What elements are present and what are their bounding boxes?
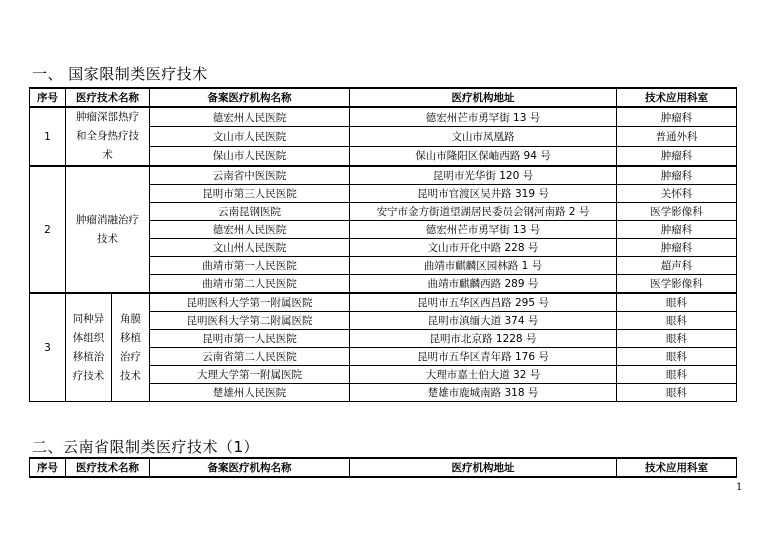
table-header-row — [30, 458, 737, 477]
org-address: 昆明市五华区西昌路 295 号 — [350, 293, 617, 312]
org-address: 大理市嘉士伯大道 32 号 — [350, 366, 617, 384]
header-org-name: 备案医疗机构名称 — [150, 88, 350, 107]
page-number: 1 — [736, 482, 743, 493]
org-address: 昆明市光华街 120 号 — [350, 166, 617, 185]
department: 眼科 — [617, 384, 737, 402]
org-address: 文山市开化中路 228 号 — [350, 239, 617, 257]
tech-name-line: 治疗 — [120, 350, 141, 363]
org-name: 大理大学第一附属医院 — [150, 366, 350, 384]
department: 肿瘤科 — [617, 239, 737, 257]
department: 肿瘤科 — [617, 166, 737, 185]
org-name: 曲靖市第二人民医院 — [150, 275, 350, 294]
department: 眼科 — [617, 312, 737, 330]
org-name: 楚雄州人民医院 — [150, 384, 350, 402]
header-no: 序号 — [30, 458, 66, 477]
department: 眼科 — [617, 348, 737, 366]
org-name: 保山市人民医院 — [150, 146, 350, 166]
department: 普通外科 — [617, 127, 737, 146]
org-name: 昆明医科大学第二附属医院 — [150, 312, 350, 330]
tech-name-category — [66, 293, 112, 402]
org-name: 文山州人民医院 — [150, 239, 350, 257]
header-org-address: 医疗机构地址 — [350, 458, 617, 477]
group-number: 1 — [30, 107, 66, 166]
org-address: 德宏州芒市勇罕街 13 号 — [350, 107, 617, 127]
tech-name-line: 角膜 — [120, 312, 141, 325]
department: 医学影像科 — [617, 275, 737, 294]
tech-name-line: 技术 — [97, 232, 118, 245]
section-2-title: 二、云南省限制类医疗技术（1） — [32, 438, 260, 456]
tech-name-line: 疗技术 — [72, 369, 105, 382]
org-name: 曲靖市第一人民医院 — [150, 257, 350, 275]
tech-name-line: 和全身热疗技 — [76, 130, 139, 142]
department: 眼科 — [617, 293, 737, 312]
org-name: 文山市人民医院 — [150, 127, 350, 146]
department: 眼科 — [617, 366, 737, 384]
tech-name-line: 移植治 — [72, 350, 105, 363]
org-address: 昆明市北京路 1228 号 — [350, 330, 617, 348]
tech-name-subcategory — [112, 293, 150, 402]
org-name: 昆明市第三人民医院 — [150, 185, 350, 203]
table-row — [30, 293, 737, 312]
org-address: 楚雄市鹿城南路 318 号 — [350, 384, 617, 402]
org-name: 云南省中医医院 — [150, 166, 350, 185]
section-1-title: 一、 国家限制类医疗技术 — [32, 65, 208, 83]
tech-name-line: 同种异 — [72, 312, 105, 325]
tech-name — [66, 166, 150, 293]
org-name: 昆明医科大学第一附属医院 — [150, 293, 350, 312]
department: 肿瘤科 — [617, 221, 737, 239]
org-address: 文山市凤凰路 — [350, 127, 617, 146]
group-number: 2 — [30, 166, 66, 293]
table-yunnan-restricted-tech — [29, 457, 737, 478]
header-org-name: 备案医疗机构名称 — [150, 458, 350, 477]
table-header-row — [30, 88, 737, 107]
department: 肿瘤科 — [617, 146, 737, 166]
header-tech-name: 医疗技术名称 — [66, 88, 150, 107]
org-name: 德宏州人民医院 — [150, 107, 350, 127]
org-address: 安宁市金方街道望湖居民委员会钢河南路 2 号 — [350, 203, 617, 221]
org-address: 德宏州芒市勇罕街 13 号 — [350, 221, 617, 239]
org-address: 曲靖市麒麟区园林路 1 号 — [350, 257, 617, 275]
header-org-address: 医疗机构地址 — [350, 88, 617, 107]
org-name: 昆明市第一人民医院 — [150, 330, 350, 348]
org-name: 云南昆钢医院 — [150, 203, 350, 221]
table-national-restricted-tech — [29, 87, 737, 402]
department: 超声科 — [617, 257, 737, 275]
tech-name-line: 术 — [102, 149, 113, 161]
tech-name-line: 移植 — [120, 331, 141, 344]
group-number: 3 — [30, 293, 66, 402]
org-address: 曲靖市麒麟西路 289 号 — [350, 275, 617, 294]
table-row — [30, 107, 737, 127]
department: 医学影像科 — [617, 203, 737, 221]
org-address: 昆明市五华区青年路 176 号 — [350, 348, 617, 366]
org-address: 昆明市滇缅大道 374 号 — [350, 312, 617, 330]
tech-name-line: 体组织 — [72, 331, 105, 344]
org-name: 云南省第二人民医院 — [150, 348, 350, 366]
department: 关怀科 — [617, 185, 737, 203]
tech-name-line: 肿瘤消融治疗 — [76, 213, 139, 226]
tech-name-line: 肿瘤深部热疗 — [76, 111, 139, 123]
org-address: 昆明市官渡区吴井路 319 号 — [350, 185, 617, 203]
header-no: 序号 — [30, 88, 66, 107]
header-department: 技术应用科室 — [617, 88, 737, 107]
header-tech-name: 医疗技术名称 — [66, 458, 150, 477]
department: 肿瘤科 — [617, 107, 737, 127]
org-address: 保山市隆阳区保岫西路 94 号 — [350, 146, 617, 166]
tech-name — [66, 107, 150, 166]
table-row — [30, 166, 737, 185]
org-name: 德宏州人民医院 — [150, 221, 350, 239]
header-department: 技术应用科室 — [617, 458, 737, 477]
department: 眼科 — [617, 330, 737, 348]
tech-name-line: 技术 — [120, 369, 141, 382]
